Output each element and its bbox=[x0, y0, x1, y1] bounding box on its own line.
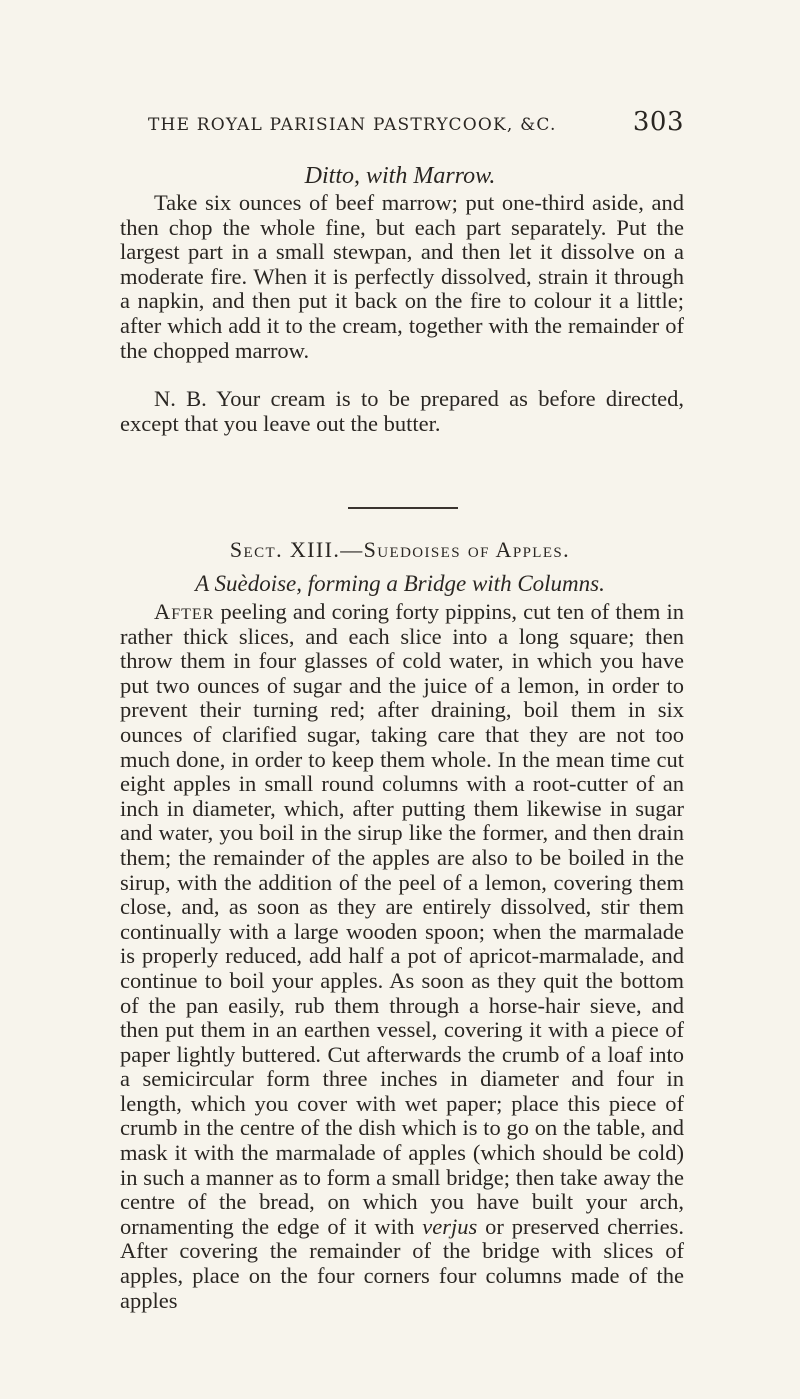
page-number: 303 bbox=[632, 107, 684, 137]
section-divider-rule bbox=[348, 507, 458, 509]
paragraph-nota-bene: N. B. Your cream is to be prepared as before directed, except that you leave out the butter. bbox=[120, 386, 684, 436]
italic-term-verjus: verjus bbox=[422, 1213, 478, 1239]
section-heading: Sect. XIII.—Suedoises of Apples. bbox=[229, 537, 571, 562]
paragraph-suedoise-instructions bbox=[120, 600, 684, 1313]
page-header bbox=[148, 107, 684, 137]
recipe-title-ditto-with-marrow: Ditto, with Marrow. bbox=[304, 163, 496, 189]
recipe-title-suedoise-bridge: A Suèdoise, forming a Bridge with Columns. bbox=[195, 571, 605, 596]
running-title: THE ROYAL PARISIAN PASTRYCOOK, &C. bbox=[148, 115, 557, 135]
body-text-part-b: or preserved cherries. After covering the remainder of the bridge with slices of apples, place on the four corners four columns made of the apples bbox=[120, 1213, 684, 1313]
paragraph-marrow-instructions: Take six ounces of beef marrow; put one-third aside, and then chop the whole fine, but each part separately. Put the largest part in a small stewpan, and then let it dissolve on a moderate fire. When it is perfectly dissolved, strain it through a napkin, and then put it back on the fire to colour it a little; after which add it to the cream, together with the remainder of the chopped marrow. bbox=[120, 190, 684, 363]
lead-word: After bbox=[154, 599, 215, 624]
body-text-part-a: peeling and coring forty pippins, cut ten of them in rather thick slices, and each slice into a long square; then throw them in four glasses of cold water, in which you have put two ounces of sugar and the juice of a lemon, in order to prevent their turning red; after draining, boil them in six ounces of clarified sugar, taking care that they are not too much done, in order to keep them whole. In the mean time cut eight apples in small round columns with a root-cutter of an inch in diameter, which, after putting them likewise in sugar and water, you boil in the sirup like the former, and then drain them; the remainder of the apples are also to be boiled in the sirup, with the addition of the peel of a lemon, covering them close, and, as soon as they are entirely dissolved, stir them continually with a large wooden spoon; when the marmalade is properly reduced, add half a pot of apricot-marmalade, and continue to boil your apples. As soon as they quit the bottom of the pan easily, rub them through a horse-hair sieve, and then put them in an earthen vessel, covering it with a piece of paper lightly buttered. Cut afterwards the crumb of a loaf into a semicircular form three inches in diameter and four in length, which you cover with wet paper; place this piece of crumb in the centre of the dish which is to go on the table, and mask it with the marmalade of apples (which should be cold) in such a manner as to form a small bridge; then take away the centre of the bread, on which you have built your arch, ornamenting the edge of it with bbox=[120, 599, 684, 1239]
